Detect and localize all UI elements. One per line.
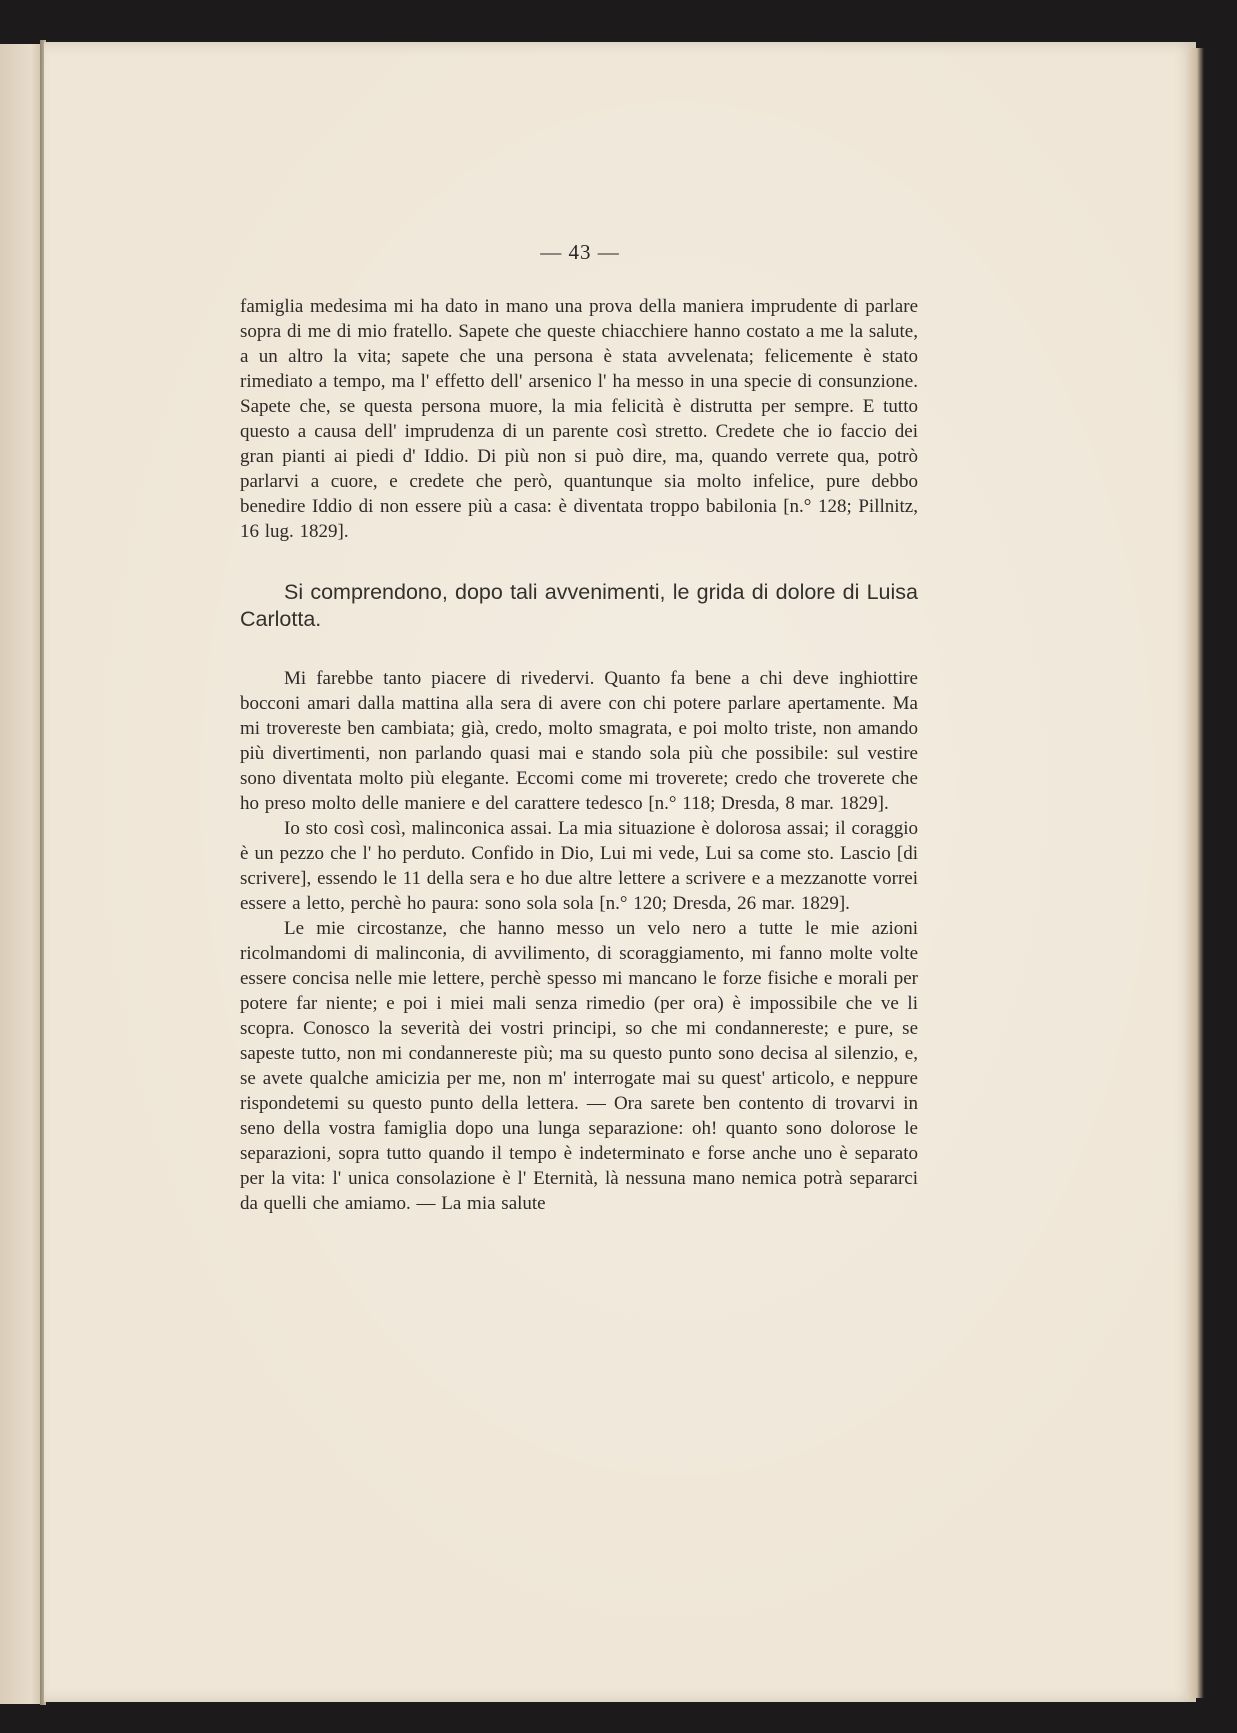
paragraph-1: famiglia medesima mi ha dato in mano una prova della maniera imprudente di parlare sopra di me di mio fratello. Sapete che queste chiacchiere hanno costato a me la salute, a un altro la vita; sapete che una persona è stata avvelenata; felicemente è stato rimediato a tempo, ma l' effetto dell' arsenico l' ha messo in una specie di consunzione. Sapete che, se questa persona muore, la mia felicità è distrutta per sempre. E tutto questo a causa dell' imprudenza di un parente così stretto. Credete che io faccio dei gran pianti ai piedi d' Iddio. Di più non si può dire, ma, quando verrete qua, potrò parlarvi a cuore, e credete che però, quantunque sia molto infelice, pure debbo benedire Iddio di non essere più a casa: è diventata troppo babilonia [n.° 128; Pillnitz, 16 lug. 1829]. [240,296,918,542]
paragraph-2: Mi farebbe tanto piacere di rivedervi. Quanto fa bene a chi deve inghiottire bocconi amari dalla mattina alla sera di avere con chi potere parlare apertamente. Ma mi trovereste ben cambiata; già, credo, molto smagrata, e poi molto triste, non amando più divertimenti, non parlando quasi mai e stando sola più che possibile: sul vestire sono diventata molto più elegante. Eccomi come mi troverete; credo che troverete che ho preso molto delle maniere e del carattere tedesco [n.° 118; Dresda, 8 mar. 1829]. [240,668,918,814]
body-text [240,294,918,1216]
paragraph-4: Le mie circostanze, che hanno messo un velo nero a tutte le mie azioni ricolmandomi di malinconia, di avvilimento, di scoraggiamento, mi fanno molte volte essere concisa nelle mie lettere, perchè spesso mi mancano le forze fisiche e morali per potere far niente; e poi i miei mali senza rimedio (per ora) è impossibile che ve li scopra. Conosco la severità dei vostri principi, so che mi condannereste; e pure, se sapeste tutto, non mi condannereste più; ma su questo punto sono decisa al silenzio, e, se avete qualche amicizia per me, non m' interrogate mai su quest' articolo, e neppure rispondetemi su questo punto della lettera. — Ora sarete ben contento di trovarvi in seno della vostra famiglia dopo una lunga separazione: oh! quanto sono dolorose le separazioni, sopra tutto quando il tempo è indeterminato e forse anche uno è separato per la vita: l' unica consolazione è l' Eternità, là nessuna mano nemica potrà separarci da quelli che amiamo. — La mia salute [240,918,918,1214]
left-page-edge [0,44,44,1704]
paragraph-3: Io sto così così, malinconica assai. La mia situazione è dolorosa assai; il coraggio è un pezzo che l' ho perduto. Confido in Dio, Lui mi vede, Lui sa come sto. Lascio [di scrivere], essendo le 11 della sera e ho due altre lettere a scrivere e a mezzanotte vorrei essere a letto, perchè ho paura: sono sola sola [n.° 120; Dresda, 26 mar. 1829]. [240,818,918,914]
section-heading: Si comprendono, dopo tali avvenimenti, le grida di dolore di Luisa Carlotta. [240,580,918,631]
page-right-edge [1186,48,1204,1698]
page-number: — 43 — [540,240,620,264]
